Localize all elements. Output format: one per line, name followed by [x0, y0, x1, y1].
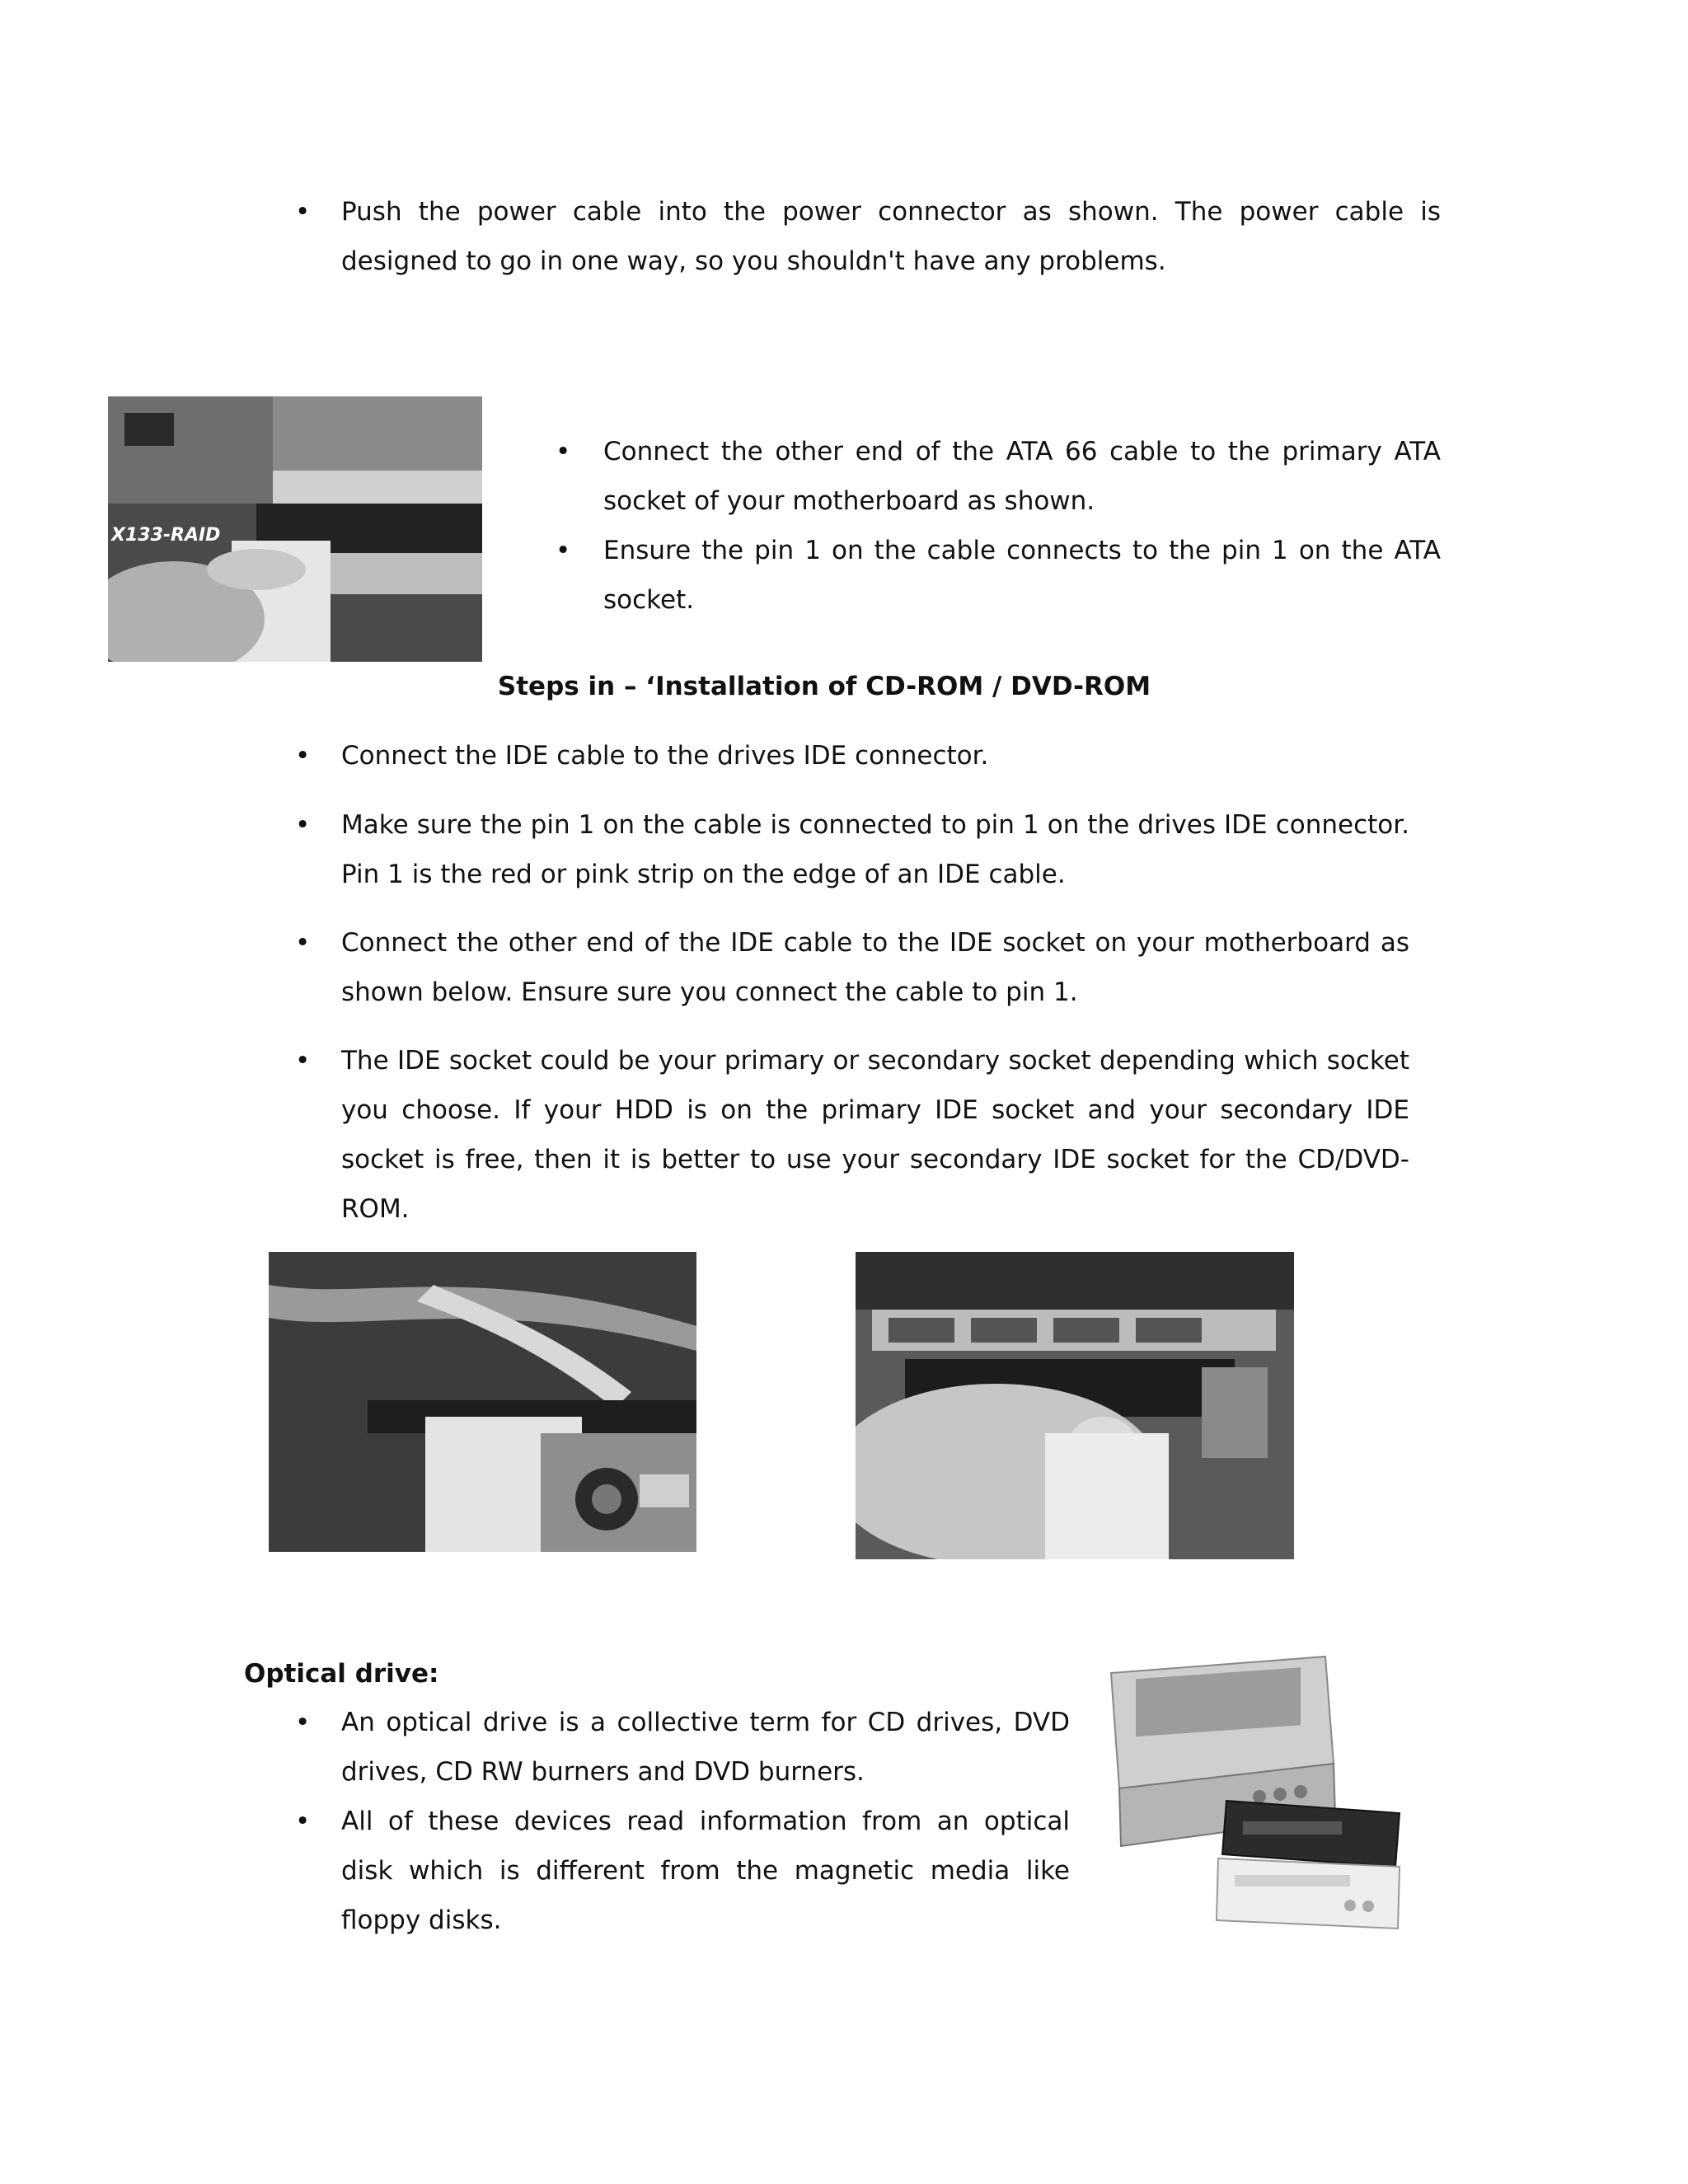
- cdrom-bullet-1: [295, 731, 1409, 780]
- bullet-glyph: •: [295, 928, 311, 958]
- cdrom-bullet-3: [295, 918, 1409, 1017]
- bullet-text: The IDE socket could be your primary or secondary socket depending which socket you choose. If your HDD is on the primary IDE socket and your secondary IDE socket is free, then it is better to use your secondary IDE socket for the CD/DVD-ROM.: [341, 1046, 1409, 1224]
- bullet-glyph: •: [295, 1046, 311, 1076]
- bullet-glyph: •: [556, 437, 571, 466]
- bullet-text: Connect the other end of the IDE cable to the IDE socket on your motherboard as shown below. Ensure sure you connect the cable to pin 1.: [341, 928, 1409, 1007]
- motherboard-ide-socket-photo: [856, 1252, 1294, 1559]
- cdrom-bullet-2: [295, 800, 1409, 899]
- optical-drives-photo: [1103, 1648, 1409, 1937]
- power-cable-bullet: [295, 187, 1441, 286]
- bullet-text: Ensure the pin 1 on the cable connects to the pin 1 on the ATA socket.: [603, 536, 1441, 615]
- photo-label: X133-RAID: [111, 525, 221, 546]
- drive-ide-cable-photo: [269, 1252, 696, 1552]
- optical-drive-heading: Optical drive:: [244, 1659, 439, 1689]
- cdrom-bullet-4: [295, 1036, 1409, 1224]
- bullet-glyph: •: [295, 1708, 311, 1737]
- bullet-text: Connect the IDE cable to the drives IDE connector.: [341, 741, 989, 771]
- bullet-text: Make sure the pin 1 on the cable is connected to pin 1 on the drives IDE connector. Pin 1 is the red or pink strip on the edge of an IDE cable.: [341, 810, 1409, 889]
- bullet-glyph: •: [295, 1807, 311, 1836]
- bullet-text: An optical drive is a collective term for CD drives, DVD drives, CD RW burners and DVD burners.: [341, 1708, 1070, 1787]
- bullet-text: All of these devices read information from an optical disk which is different from the magnetic media like floppy disks.: [341, 1807, 1070, 1935]
- motherboard-ata-photo: [108, 396, 482, 662]
- bullet-glyph: •: [295, 197, 311, 227]
- optical-bullet-2: [295, 1797, 1070, 1935]
- bullet-text: Push the power cable into the power connector as shown. The power cable is designed to go in one way, so you shouldn't have any problems.: [341, 197, 1441, 276]
- bullet-text: Connect the other end of the ATA 66 cable to the primary ATA socket of your motherboard as shown.: [603, 437, 1441, 516]
- bullet-glyph: •: [556, 536, 571, 565]
- pin1-bullet: [556, 526, 1441, 625]
- bullet-glyph: •: [295, 810, 311, 840]
- bullet-glyph: •: [295, 741, 311, 771]
- ata-cable-bullet: [556, 427, 1441, 526]
- optical-bullet-1: [295, 1698, 1070, 1797]
- cdrom-heading: Steps in – ‘Installation of CD-ROM / DVD-ROM: [497, 672, 1151, 701]
